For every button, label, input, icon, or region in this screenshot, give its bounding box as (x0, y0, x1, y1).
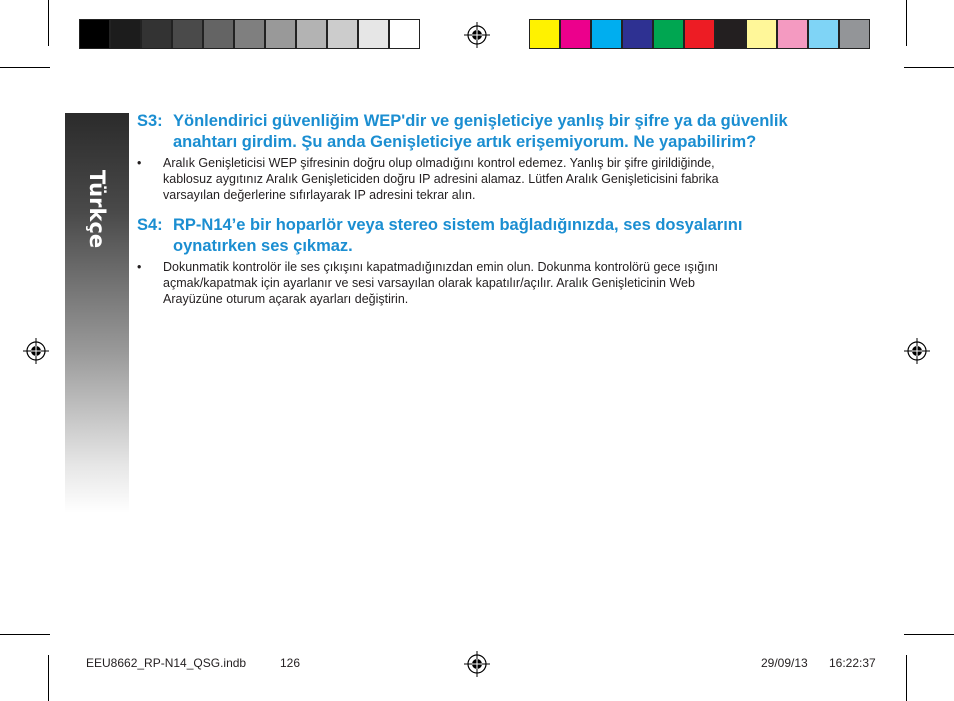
crop-mark (0, 67, 50, 68)
color-swatch (110, 19, 141, 49)
question-text-line: RP-N14’e bir hoparlör veya stereo sistem bağladığınızda, ses dosyalarını (173, 216, 743, 234)
color-swatch (141, 19, 172, 49)
crop-mark (0, 634, 50, 635)
faq-question-s4 (137, 215, 837, 259)
question-number: S3: (137, 112, 163, 130)
answer-text-line: Aralık Genişleticisi WEP şifresinin doğru olup olmadığını kontrol edemez. Yanlış bir şifre girildiğinde, (163, 156, 715, 170)
answer-text-line: varsayılan değerlerine sıfırlayarak IP adresini tekrar alın. (163, 188, 476, 202)
question-text-line: anahtarı girdim. Şu anda Genişleticiye artık erişemiyorum. Ne yapabilirim? (173, 133, 757, 151)
answer-text-line: Arayüzüne oturum açarak ayarları değiştirin. (163, 292, 409, 306)
registration-mark-icon (464, 651, 490, 677)
faq-answer-s4 (137, 259, 837, 309)
faq-answer-s3 (137, 155, 837, 205)
color-swatch (560, 19, 591, 49)
color-swatch (234, 19, 265, 49)
crop-mark (48, 655, 49, 701)
question-text-line: oynatırken ses çıkmaz. (173, 237, 353, 255)
bullet: • (137, 260, 142, 274)
process-color-bar (529, 19, 870, 49)
crop-mark (906, 655, 907, 701)
color-swatch (715, 19, 746, 49)
color-swatch (839, 19, 870, 49)
color-swatch (591, 19, 622, 49)
color-swatch (622, 19, 653, 49)
color-swatch (389, 19, 420, 49)
answer-text-line: açmak/kapatmak için ayarlanır ve sesi varsayılan olarak kapatılır/açılır. Aralık Genişleticinin Web (163, 276, 695, 290)
crop-mark (904, 67, 954, 68)
color-swatch (358, 19, 389, 49)
color-swatch (777, 19, 808, 49)
color-swatch (203, 19, 234, 49)
answer-text-line: kablosuz aygıtınız Aralık Genişleticiden doğru IP adresini alamaz. Lütfen Aralık Genişleticisini fabrika (163, 172, 719, 186)
footer-time: 16:22:37 (829, 656, 876, 670)
registration-mark-icon (464, 22, 490, 48)
footer-date: 29/09/13 (761, 656, 808, 670)
color-swatch (808, 19, 839, 49)
crop-mark (906, 0, 907, 46)
color-swatch (79, 19, 110, 49)
footer-page-number: 126 (280, 656, 301, 670)
color-swatch (746, 19, 777, 49)
registration-mark-icon (904, 338, 930, 364)
registration-mark-icon (23, 338, 49, 364)
color-swatch (684, 19, 715, 49)
color-swatch (172, 19, 203, 49)
bullet: • (137, 156, 142, 170)
color-swatch (265, 19, 296, 49)
language-tab-label: Türkçe (85, 169, 109, 249)
grayscale-color-bar (79, 19, 420, 49)
question-text-line: Yönlendirici güvenliğim WEP'dir ve genişleticiye yanlış bir şifre ya da güvenlik (173, 112, 788, 130)
color-swatch (529, 19, 560, 49)
question-number: S4: (137, 216, 163, 234)
answer-text-line: Dokunmatik kontrolör ile ses çıkışını kapatmadığınızdan emin olun. Dokunma kontrolörü gece ışığını (163, 260, 719, 274)
color-swatch (296, 19, 327, 49)
footer-file-name: EEU8662_RP-N14_QSG.indb (86, 656, 247, 670)
crop-mark (904, 634, 954, 635)
crop-mark (48, 0, 49, 46)
color-swatch (327, 19, 358, 49)
color-swatch (653, 19, 684, 49)
faq-question-s3 (137, 111, 837, 155)
